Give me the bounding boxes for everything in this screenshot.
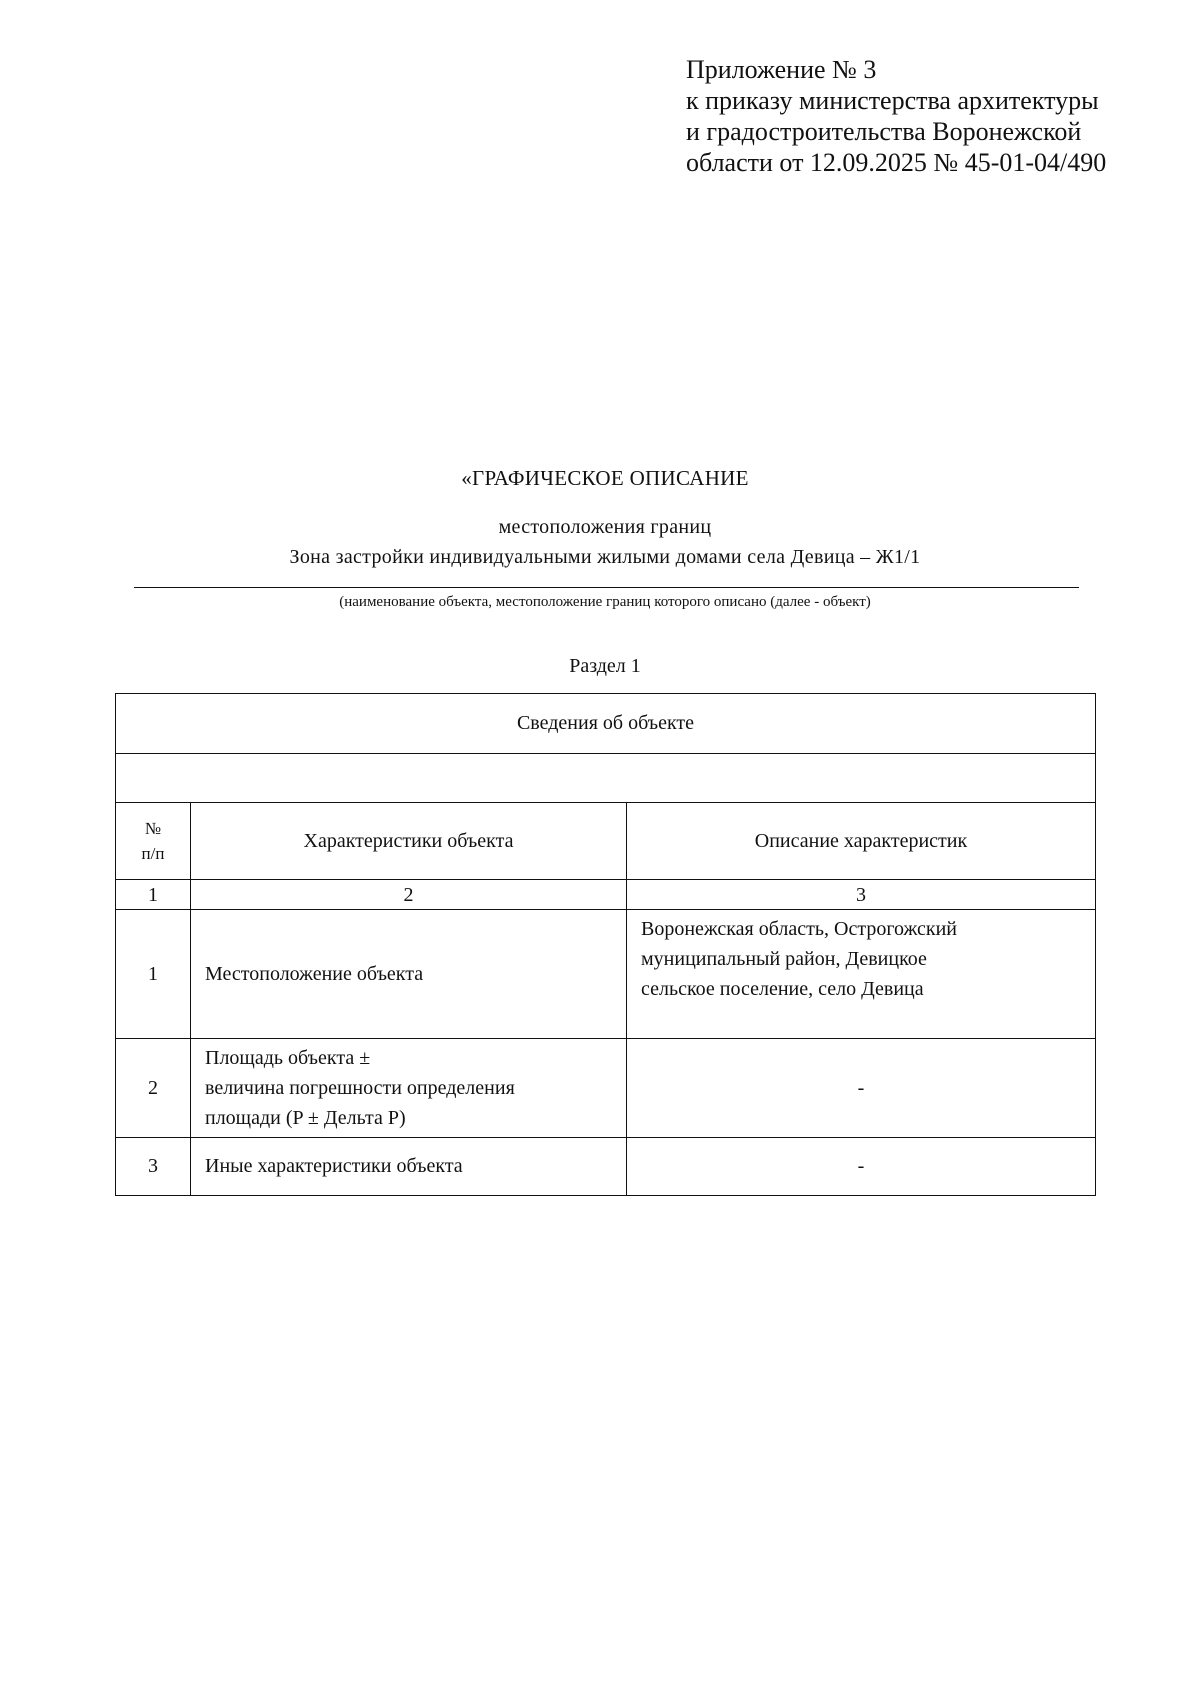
column-index: 1 [116,880,191,910]
empty-cell [116,754,1096,803]
row-characteristic-line: Местоположение объекта [205,963,424,985]
column-header-characteristics: Характеристики объекта [191,803,627,880]
row-characteristic [191,1039,627,1138]
row-description-line: муниципальный район, Девицкое [641,948,927,970]
table-row [116,1039,1096,1138]
object-name-underline [134,587,1079,588]
row-description-line: Воронежская область, Острогожский [641,918,957,940]
appendix-line: к приказу министерства архитектуры [686,86,1099,115]
column-header-number-line: п/п [141,844,165,863]
section-title: Раздел 1 [569,655,641,677]
column-header-number-line: № [144,819,162,838]
table-header-row [116,694,1096,754]
object-name: Зона застройки индивидуальными жилыми домами села Девица – Ж1/1 [289,546,921,568]
table-empty-row [116,754,1096,803]
document-title: «ГРАФИЧЕСКОЕ ОПИСАНИЕ [461,466,749,490]
row-description: - [627,1138,1096,1196]
column-index: 2 [191,880,627,910]
column-header-number [116,803,191,880]
row-characteristic [191,910,627,1039]
row-description [627,910,1096,1039]
row-characteristic-line: Площадь объекта ± [205,1047,371,1069]
appendix-line: Приложение № 3 [686,55,877,84]
row-description-line: сельское поселение, село Девица [641,978,924,1000]
column-index-row [116,880,1096,910]
row-characteristic-line: площади (P ± Дельта P) [205,1107,406,1129]
appendix-line: области от 12.09.2025 № 45-01-04/490 [686,148,1107,177]
row-characteristic: Иные характеристики объекта [191,1138,627,1196]
row-characteristic-line: величина погрешности определения [205,1077,515,1099]
object-info-table [115,693,1096,1196]
column-header-description: Описание характеристик [627,803,1096,880]
column-index: 3 [627,880,1096,910]
row-number: 3 [116,1138,191,1196]
table-header: Сведения об объекте [116,694,1096,754]
row-number: 1 [116,910,191,1039]
row-number: 2 [116,1039,191,1138]
table-row [116,910,1096,1039]
appendix-note [686,54,1186,178]
document-subtitle: местоположения границ [498,516,712,538]
row-description: - [627,1039,1096,1138]
table-row [116,1138,1096,1196]
column-header-row [116,803,1096,880]
object-name-caption: (наименование объекта, местоположение границ которого описано (далее - объект) [339,594,871,610]
appendix-line: и градостроительства Воронежской [686,117,1082,146]
